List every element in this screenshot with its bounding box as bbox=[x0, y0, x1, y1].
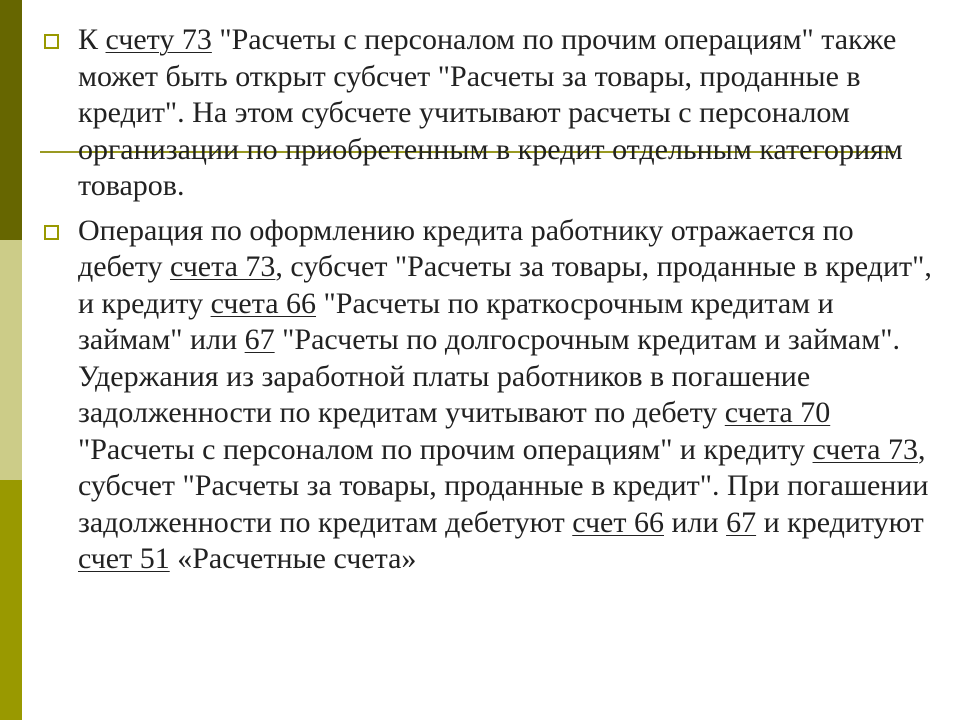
paragraph-text-run: и кредитуют bbox=[756, 505, 924, 539]
side-bar-middle-segment bbox=[0, 240, 22, 480]
paragraph-text bbox=[78, 23, 903, 202]
paragraph-text-run: "Расчеты по краткосрочным кредитам и займам" или bbox=[78, 286, 834, 356]
account-link[interactable]: счет 66 bbox=[572, 505, 664, 539]
account-link[interactable]: счету 73 bbox=[105, 23, 212, 56]
paragraph-text-run: , субсчет "Расчеты за товары, проданные в кредит", и кредиту bbox=[78, 250, 932, 320]
bullet-list bbox=[44, 22, 934, 586]
account-link[interactable]: 67 bbox=[726, 505, 757, 539]
paragraph-text-run: или bbox=[663, 505, 727, 539]
paragraph-text-run: Операция по оформлению кредита работнику отражается по дебету bbox=[78, 213, 854, 283]
account-link[interactable]: счета 73 bbox=[812, 432, 918, 466]
side-bar-top-segment bbox=[0, 0, 22, 240]
hollow-square-bullet-icon bbox=[44, 225, 59, 240]
paragraph-text-run: К bbox=[78, 23, 106, 56]
account-link[interactable]: счет 51 bbox=[78, 542, 170, 575]
paragraph-text-run: "Расчеты по долгосрочным кредитам и займам". Удержания из заработной платы работников в погашение задолженности по кредитам учитывают по дебету bbox=[78, 323, 900, 429]
paragraph-text-run: , субсчет "Расчеты за товары, проданные в кредит". При погашении задолженности по кредитам дебетуют bbox=[78, 432, 929, 539]
hollow-square-bullet-icon bbox=[44, 34, 59, 49]
account-link[interactable]: счета 70 bbox=[724, 396, 831, 429]
paragraph-text-run: «Расчетные счета» bbox=[169, 542, 417, 575]
side-bar-bottom-segment bbox=[0, 480, 22, 720]
account-link[interactable]: счета 73 bbox=[169, 250, 276, 283]
paragraph-text bbox=[78, 214, 932, 576]
bullet-item bbox=[44, 22, 934, 205]
paragraph-text-run: "Расчеты с персоналом по прочим операциям" также может быть открыт субсчет "Расчеты за товары, проданные в кредит". На этом субсчете учитывают расчеты с персоналом организации по приобретенным в кредит отдельным категориям товаров. bbox=[78, 23, 903, 202]
bullet-item bbox=[44, 213, 934, 578]
paragraph-text-run: "Расчеты с персоналом по прочим операциям" и кредиту bbox=[78, 432, 813, 466]
account-link[interactable]: 67 bbox=[244, 323, 275, 356]
account-link[interactable]: счета 66 bbox=[210, 286, 317, 320]
